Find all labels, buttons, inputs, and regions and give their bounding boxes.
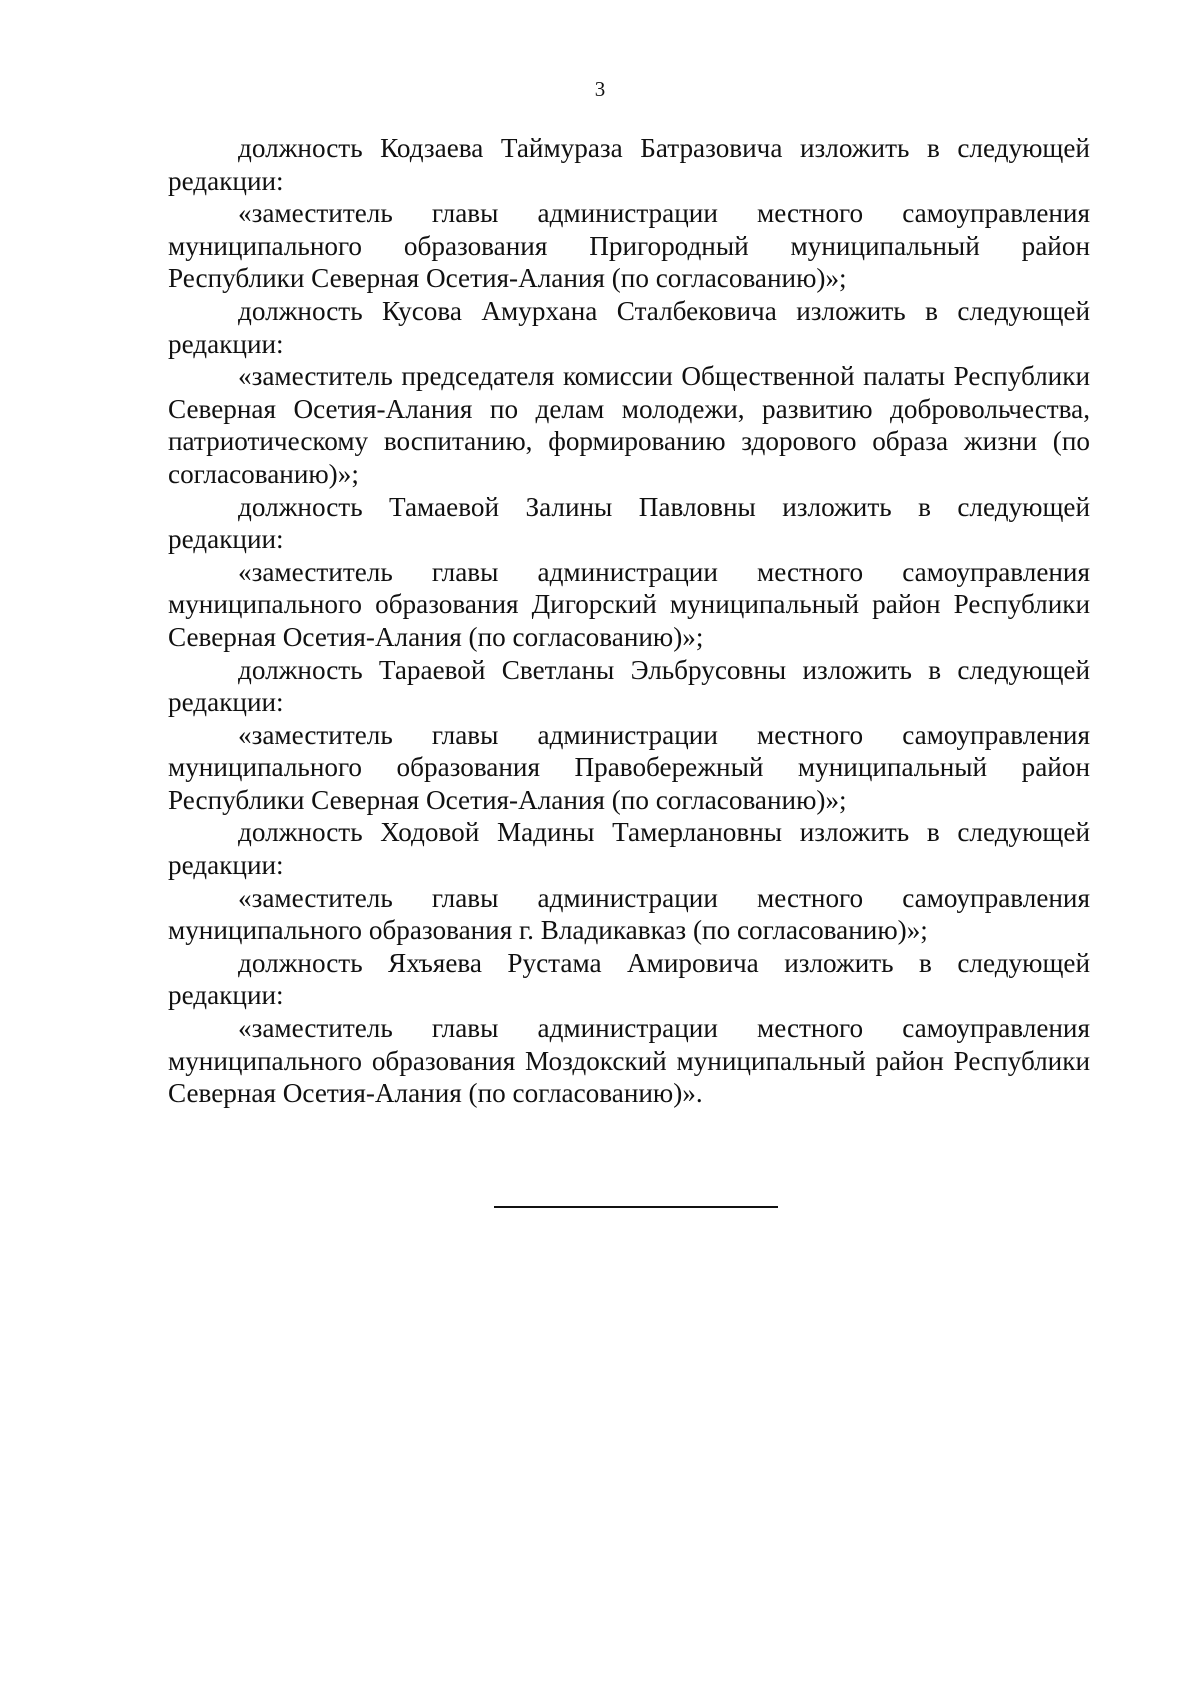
paragraph-position-taraeva: должность Тараевой Светланы Эльбрусовны изложить в следующей редакции: bbox=[168, 654, 1090, 718]
paragraph-position-kodzaev: должность Кодзаева Таймураза Батразовича изложить в следующей редакции: bbox=[168, 133, 1090, 196]
paragraph-position-yakhyaev: должность Яхъяева Рустама Амировича изложить в следующей редакции: bbox=[168, 947, 1090, 1011]
paragraph-new-title-kusov: «заместитель председателя комиссии Общественной палаты Республики Северная Осетия-Алания по делам молодежи, развитию добровольчества, патриотическому воспитанию, формированию здорового образа жизни (по согласованию)»; bbox=[168, 361, 1090, 489]
page-number: 3 bbox=[594, 77, 606, 101]
paragraph-new-title-taraeva: «заместитель главы администрации местного самоуправления муниципального образования Правобережный муниципальный район Республики Северная Осетия-Алания (по согласованию)»; bbox=[168, 719, 1090, 815]
paragraph-new-title-yakhyaev: «заместитель главы администрации местного самоуправления муниципального образования Моздокский муниципальный район Республики Северная Осетия-Алания (по согласованию)». bbox=[168, 1013, 1090, 1109]
paragraph-new-title-tamaeva: «заместитель главы администрации местного самоуправления муниципального образования Дигорский муниципальный район Республики Северная Осетия-Алания (по согласованию)»; bbox=[168, 556, 1090, 652]
paragraph-position-tamaeva: должность Тамаевой Залины Павловны изложить в следующей редакции: bbox=[168, 491, 1090, 555]
paragraph-new-title-khodova: «заместитель главы администрации местного самоуправления муниципального образования г. Владикавказ (по согласованию)»; bbox=[168, 882, 1090, 946]
end-of-document-rule bbox=[494, 1206, 778, 1208]
paragraph-position-khodova: должность Ходовой Мадины Тамерлановны изложить в следующей редакции: bbox=[168, 817, 1090, 881]
document-body bbox=[168, 132, 1090, 1110]
paragraph-new-title-kodzaev: «заместитель главы администрации местного самоуправления муниципального образования Пригородный муниципальный район Республики Северная Осетия-Алания (по согласованию)»; bbox=[168, 198, 1090, 294]
paragraph-position-kusov: должность Кусова Амурхана Сталбековича изложить в следующей редакции: bbox=[168, 295, 1090, 359]
